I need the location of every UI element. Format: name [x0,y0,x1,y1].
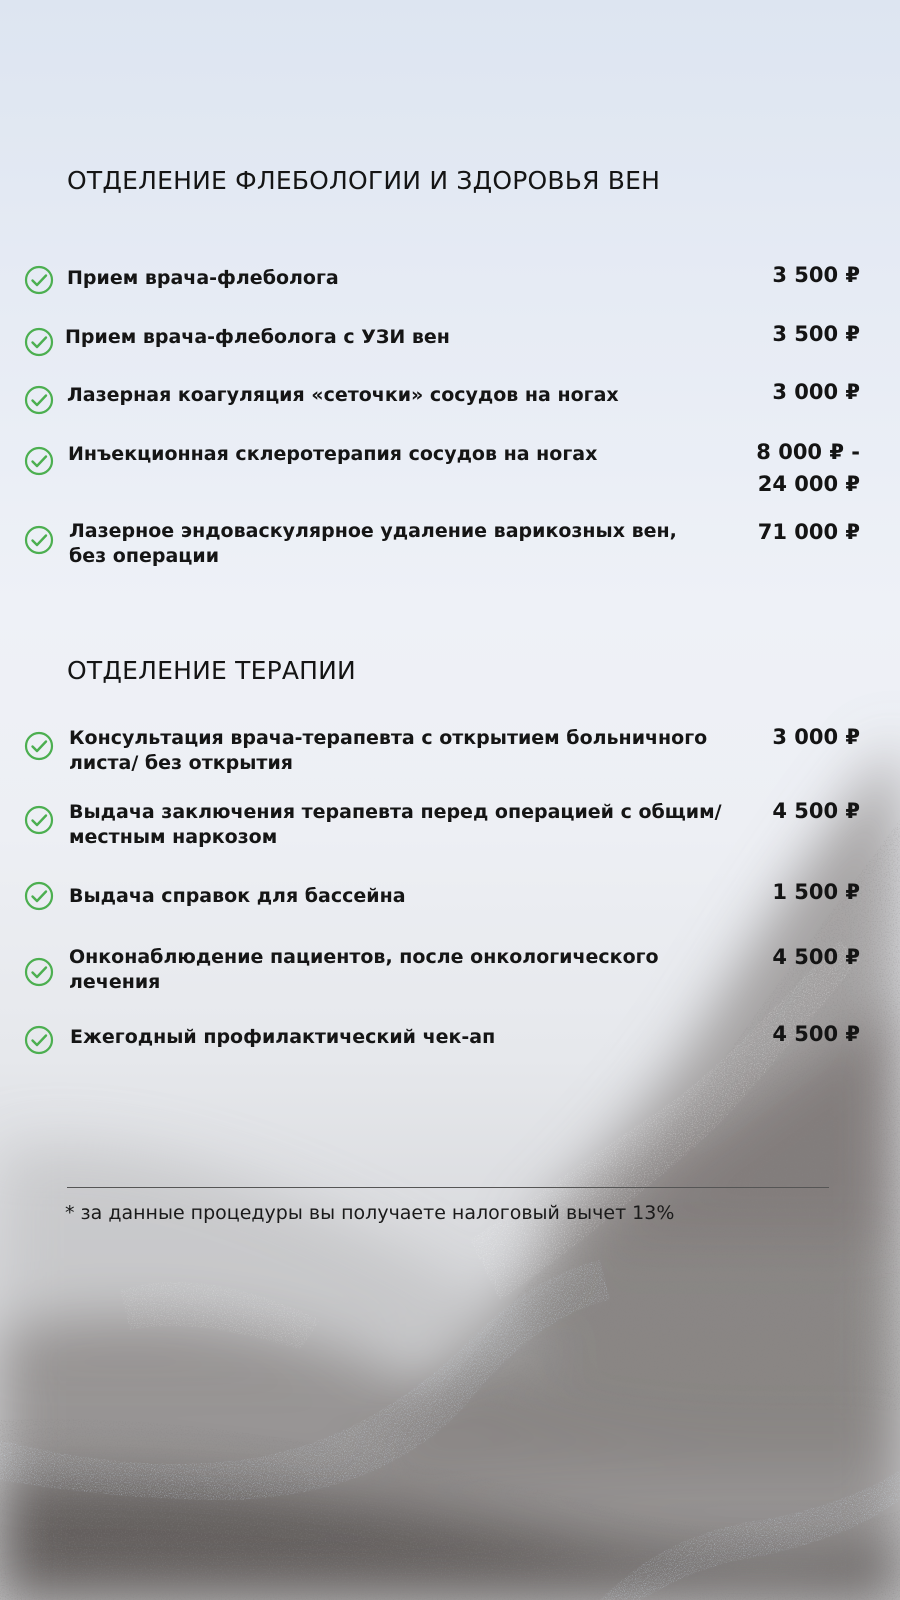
footnote-divider [67,1187,829,1188]
service-name-line: листа/ без открытия [69,752,293,774]
check-circle-icon [24,265,54,295]
service-price: 3 000 ₽ [772,725,860,749]
service-price: 1 500 ₽ [772,880,860,904]
check-circle-icon [24,957,54,987]
service-name [69,800,739,850]
service-name-line: Онконаблюдение пациентов, после онкологического [69,946,659,968]
service-name-line: Лазерное эндоваскулярное удаление варикозных вен, [69,520,677,542]
service-price-max: 24 000 ₽ [757,472,860,496]
service-name [69,726,739,776]
section-title-therapy: ОТДЕЛЕНИЕ ТЕРАПИИ [67,656,356,685]
service-name-line: Консультация врача-терапевта с открытием больничного [69,727,708,749]
check-circle-icon [24,805,54,835]
service-name-line: лечения [69,971,161,993]
check-circle-icon [24,881,54,911]
tax-deduction-footnote: * за данные процедуры вы получаете налоговый вычет 13% [65,1202,675,1224]
service-name [69,945,739,995]
service-name: Прием врача-флеболога с УЗИ вен [65,326,450,348]
service-name: Лазерная коагуляция «сеточки» сосудов на ногах [67,384,619,406]
service-price-range [756,436,860,500]
service-price: 71 000 ₽ [757,520,860,544]
service-price: 3 000 ₽ [772,380,860,404]
check-circle-icon [24,385,54,415]
service-price: 3 500 ₽ [772,322,860,346]
section-title-phlebology: ОТДЕЛЕНИЕ ФЛЕБОЛОГИИ И ЗДОРОВЬЯ ВЕН [67,166,661,195]
service-price-min: 8 000 ₽ - [756,440,860,464]
service-name-line: местным наркозом [69,826,278,848]
check-circle-icon [24,525,54,555]
service-name: Инъекционная склеротерапия сосудов на ногах [68,443,598,465]
check-circle-icon [24,1025,54,1055]
service-name-line: без операции [69,545,220,567]
service-name: Ежегодный профилактический чек-ап [70,1026,496,1048]
service-price: 3 500 ₽ [772,263,860,287]
service-name: Выдача справок для бассейна [69,885,406,907]
service-name: Прием врача-флеболога [67,267,339,289]
check-circle-icon [24,446,54,476]
check-circle-icon [24,731,54,761]
service-price: 4 500 ₽ [772,799,860,823]
service-price: 4 500 ₽ [772,1022,860,1046]
service-name-line: Выдача заключения терапевта перед операцией с общим/ [69,801,722,823]
check-circle-icon [24,327,54,357]
service-price: 4 500 ₽ [772,945,860,969]
service-name [69,519,739,569]
